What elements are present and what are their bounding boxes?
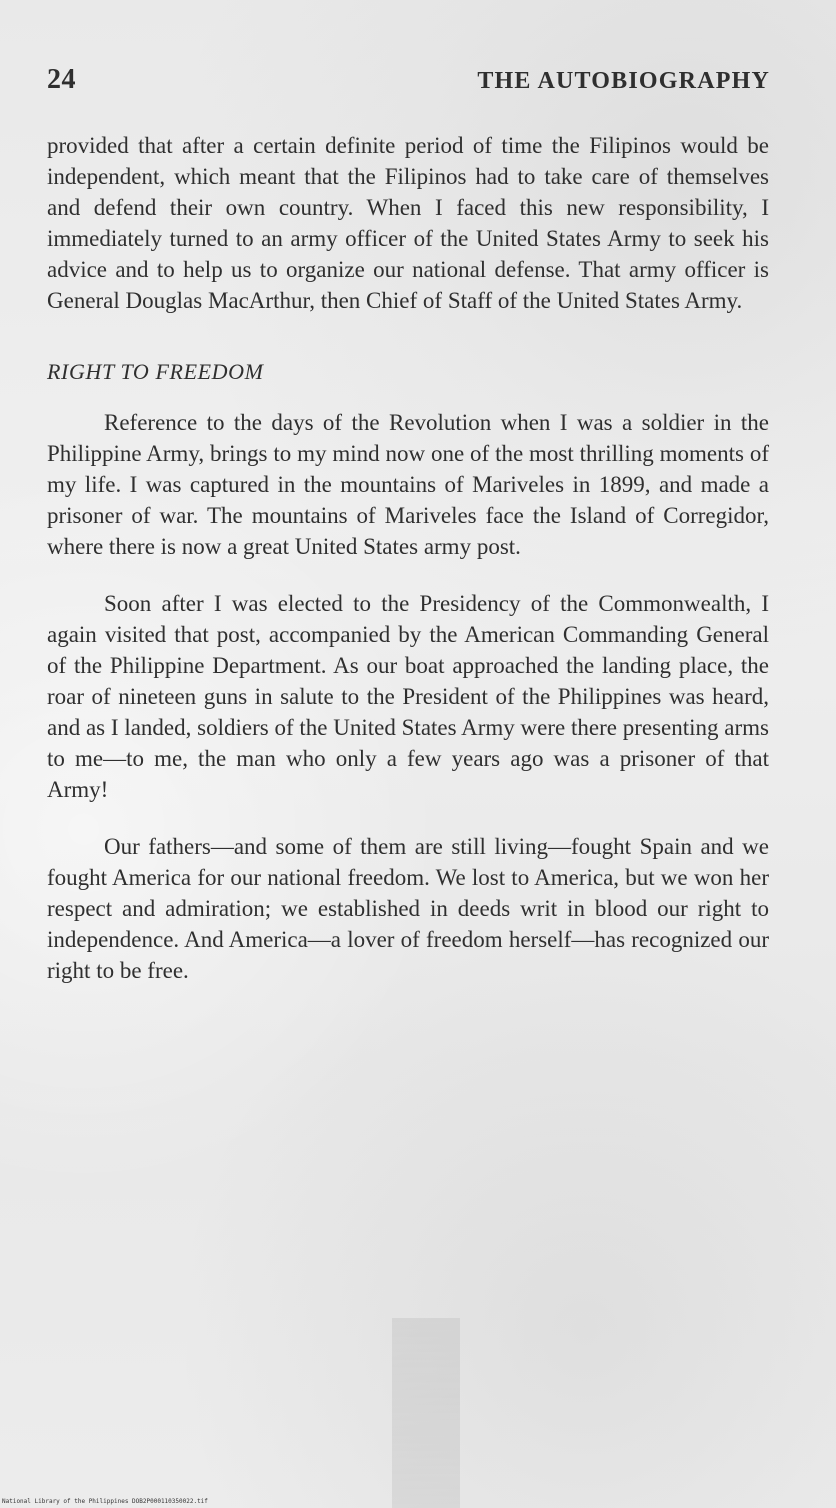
page-number: 24 bbox=[47, 64, 76, 95]
scan-shadow bbox=[392, 1318, 460, 1508]
scan-source-footer: National Library of the Philippines DOB2P000110350022.tif bbox=[2, 1498, 208, 1505]
section-title: RIGHT TO FREEDOM bbox=[47, 359, 264, 384]
body-paragraph-3: Soon after I was elected to the Presidency of the Commonwealth, I again visited that post, accompanied by the American Commanding General of the Philippine Department. As our boat approached the landing place, the roar of nineteen guns in salute to the President of the Philippines was heard, and as I landed, soldiers of the United States Army were there presenting arms to me—to me, the man who only a few years ago was a prisoner of that Army! bbox=[47, 591, 769, 802]
body-paragraph-1: provided that after a certain definite period of time the Filipinos would be independent, which meant that the Filipinos had to take care of themselves and defend their own country. When I faced this new responsibility, I immediately turned to an army officer of the United States Army to seek his advice and to help us to organize our national defense. That army officer is General Douglas MacArthur, then Chief of Staff of the United States Army. bbox=[47, 133, 769, 313]
body-paragraph-2: Reference to the days of the Revolution when I was a soldier in the Philippine Army, brings to my mind now one of the most thrilling moments of my life. I was captured in the mountains of Mariveles in 1899, and made a prisoner of war. The mountains of Mariveles face the Island of Corregidor, where there is now a great United States army post. bbox=[47, 410, 769, 559]
running-head: THE AUTOBIOGRAPHY bbox=[477, 68, 770, 94]
page-header bbox=[47, 64, 770, 96]
body-paragraph-4: Our fathers—and some of them are still living—fought Spain and we fought America for our national freedom. We lost to America, but we won her respect and admiration; we established in deeds writ in blood our right to independence. And America—a lover of freedom herself—has recognized our right to be free. bbox=[47, 834, 769, 983]
